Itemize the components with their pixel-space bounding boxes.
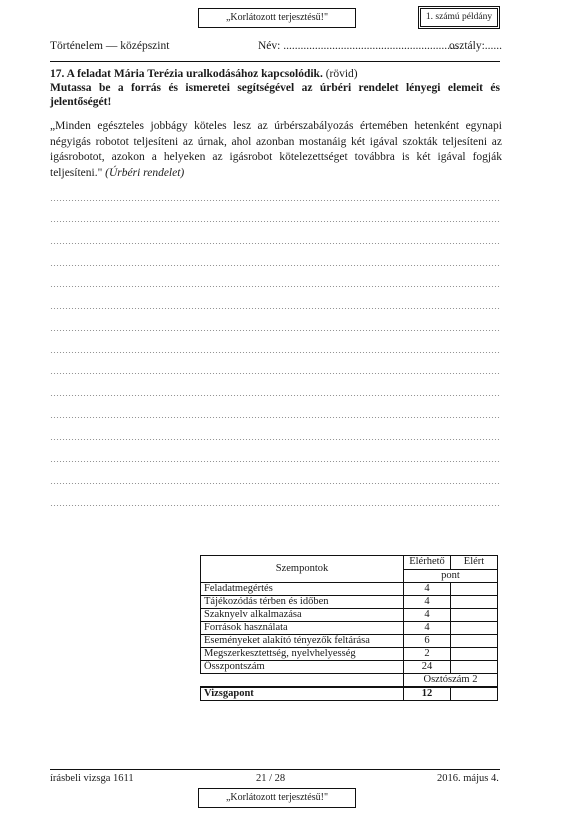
answer-line[interactable] xyxy=(50,200,500,201)
score-input[interactable] xyxy=(451,648,498,661)
answer-line[interactable] xyxy=(50,483,500,484)
class-field[interactable]: osztály:...... xyxy=(449,40,503,52)
task-block xyxy=(50,67,500,109)
table-row xyxy=(201,622,498,635)
max-cell: 4 xyxy=(404,596,451,609)
exam-points-value: 12 xyxy=(404,687,451,701)
score-input[interactable] xyxy=(451,622,498,635)
answer-line[interactable] xyxy=(50,330,500,331)
answer-line[interactable] xyxy=(50,461,500,462)
max-cell: 6 xyxy=(404,635,451,648)
restricted-text: „Korlátozott terjesztésű!" xyxy=(225,12,329,23)
restricted-text: „Korlátozott terjesztésű!" xyxy=(225,792,329,803)
answer-line[interactable] xyxy=(50,265,500,266)
table-row-exam xyxy=(201,687,498,701)
table-row xyxy=(201,596,498,609)
answer-line[interactable] xyxy=(50,352,500,353)
table-row-total xyxy=(201,661,498,674)
max-cell: 4 xyxy=(404,622,451,635)
criterion-cell: Szaknyelv alkalmazása xyxy=(201,609,404,622)
answer-line[interactable] xyxy=(50,373,500,374)
name-field[interactable]: Név: ............................................................. xyxy=(258,40,459,52)
answer-line[interactable] xyxy=(50,505,500,506)
unit-header: pont xyxy=(404,569,498,583)
table-row-divisor xyxy=(201,674,498,688)
restricted-label-bottom xyxy=(198,788,356,808)
quote-text: „Minden egészteles jobbágy köteles lesz az úrbérszabályozás értemében hetenként egynapi négyigás robotot teljesíteni az úrnak, ahol azonban mostanáig két igával szokták teljesíteni az igásrobotot, azokon a helyeken az igásrobot kötelezettséget továbbra is két igával fogják teljesíteni." xyxy=(50,120,502,179)
criterion-cell: Tájékozódás térben és időben xyxy=(201,596,404,609)
source-quote xyxy=(50,119,502,181)
answer-line[interactable] xyxy=(50,286,500,287)
footer-rule xyxy=(50,769,500,770)
restricted-label-top xyxy=(198,8,356,28)
copy-text: 1. számú példány xyxy=(425,12,493,22)
answer-line[interactable] xyxy=(50,221,500,222)
exam-points-label: Vizsgapont xyxy=(201,687,404,701)
answer-line[interactable] xyxy=(50,439,500,440)
criteria-header: Szempontok xyxy=(201,556,404,583)
score-input[interactable] xyxy=(451,583,498,596)
score-input[interactable] xyxy=(451,635,498,648)
criterion-cell: Megszerkesztettség, nyelvhelyesség xyxy=(201,648,404,661)
quote-source: (Úrbéri rendelet) xyxy=(105,166,185,179)
criterion-cell: Feladatmegértés xyxy=(201,583,404,596)
subject-label: Történelem — középszint xyxy=(50,40,170,52)
blank-cell xyxy=(201,674,404,688)
footer-page-number: 21 / 28 xyxy=(256,773,286,784)
got-header: Elért xyxy=(451,556,498,570)
max-cell: 4 xyxy=(404,609,451,622)
criterion-cell: Összpontszám xyxy=(201,661,404,674)
table-row xyxy=(201,635,498,648)
score-input[interactable] xyxy=(451,596,498,609)
footer-date: 2016. május 4. xyxy=(437,773,499,784)
max-cell: 24 xyxy=(404,661,451,674)
max-cell: 4 xyxy=(404,583,451,596)
header-rule xyxy=(50,61,500,62)
copy-number-label xyxy=(420,8,498,27)
max-cell: 2 xyxy=(404,648,451,661)
answer-line[interactable] xyxy=(50,243,500,244)
answer-line[interactable] xyxy=(50,417,500,418)
score-input[interactable] xyxy=(451,609,498,622)
table-row xyxy=(201,609,498,622)
score-input[interactable] xyxy=(451,661,498,674)
table-row xyxy=(201,583,498,596)
criterion-cell: Eseményeket alakító tényezők feltárása xyxy=(201,635,404,648)
table-row xyxy=(201,648,498,661)
task-instruction: Mutassa be a forrás és ismeretei segítségével az úrbéri rendelet lényegi elemeit és jelentőségét! xyxy=(50,82,500,108)
task-title: 17. A feladat Mária Terézia uralkodásához kapcsolódik. xyxy=(50,68,323,80)
task-length: (rövid) xyxy=(322,68,358,80)
answer-line[interactable] xyxy=(50,308,500,309)
max-header: Elérhető xyxy=(404,556,451,570)
exam-score-input[interactable] xyxy=(451,687,498,701)
answer-line[interactable] xyxy=(50,395,500,396)
footer-exam-id: írásbeli vizsga 1611 xyxy=(50,773,134,784)
table-header-row xyxy=(201,556,498,570)
scoring-table xyxy=(200,555,498,701)
criterion-cell: Források használata xyxy=(201,622,404,635)
divisor-cell: Osztószám 2 xyxy=(404,674,498,688)
